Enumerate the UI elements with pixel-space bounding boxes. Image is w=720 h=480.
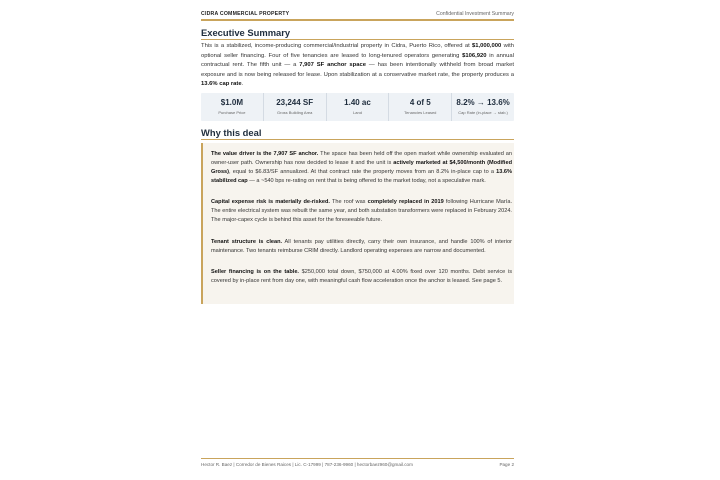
metric-label: Purchase Price: [218, 110, 246, 115]
metric-land: [326, 93, 389, 121]
key-metrics-bar: [201, 93, 514, 121]
metric-value: 23,244 SF: [276, 98, 314, 107]
page-number: Page 2: [499, 462, 514, 467]
document-page: [201, 0, 514, 480]
why-this-deal-rule: [201, 139, 514, 140]
point-anchor-value-driver: The value driver is the 7,907 SF anchor. The space has been held off the open market while ownership evaluated an owner-user path. Ownership has now decided to lease it and the unit is actively marketed at $4,500/month (Modified Gross), equal to $6.83/SF annualized. At that contract rate the property moves from an 8.2% in-place cap to a 13.6% stabilized cap — a ~540 bps re-rating on rent that is being offered to the market today, not a speculative mark.: [211, 151, 512, 184]
metric-value: 4 of 5: [409, 98, 431, 107]
footer-contact: Hector R. Baez | Corredor de Bienes Raices | Lic. C-17999 | 787-236-9960 | hectorbaez960@gmail.com: [201, 462, 413, 467]
metric-purchase-price: [201, 93, 263, 121]
metric-label: Cap Rate (in-place → stab.): [458, 110, 508, 115]
header-title: CIDRA COMMERCIAL PROPERTY: [201, 11, 290, 17]
metric-value: $1.0M: [220, 98, 244, 107]
metric-tenancies-leased: [388, 93, 451, 121]
executive-summary-rule: [201, 39, 514, 40]
point-seller-financing: Seller financing is on the table. $250,000 total down, $750,000 at 4.00% fixed over 120 months. Debt service is covered by in-place rent from day one, with meaningful cash flow acceleration once the anchor is leased. See page 5.: [211, 269, 512, 284]
metric-cap-rate: [451, 93, 514, 121]
point-tenant-structure: Tenant structure is clean. All tenants pay utilities directly, carry their own insurance, and handle 100% of interior maintenance. Two tenants reimburse CRIM directly. Landlord operating expenses are narrow and documented.: [211, 239, 512, 254]
point-capex-risk: Capital expense risk is materially de-risked. The roof was completely replaced in 2019 following Hurricane María. The entire electrical system was rebuilt the same year, and both substation transformers were replaced in February 2024. The major-capex cycle is behind this asset for the foreseeable future.: [211, 199, 512, 223]
header-rule: [201, 19, 514, 21]
metric-label: Tenancies Leased: [404, 110, 437, 115]
metric-value: 1.40 ac: [344, 98, 371, 107]
footer-rule: [201, 458, 514, 459]
why-this-deal-heading: Why this deal: [201, 127, 262, 138]
why-this-deal-callout: [201, 143, 514, 304]
metric-label: Gross Building Area: [277, 110, 313, 115]
executive-summary-paragraph: This is a stabilized, income-producing commercial/industrial property in Cidra, Puerto Rico, offered at $1,000,000 with optional seller financing. Four of five tenancies are leased to long-tenured operators generating $106,920 in annual contractual rent. The fifth unit — a 7,907 SF anchor space — has been intentionally withheld from broad market exposure and is now being released for lease. Upon stabilization at a conservative market rate, the property produces a 13.6% cap rate.: [201, 43, 514, 87]
executive-summary-heading: Executive Summary: [201, 27, 291, 38]
header-subtitle: Confidential Investment Summary: [436, 11, 514, 17]
metric-gross-building-area: [263, 93, 326, 121]
metric-label: Land: [353, 110, 362, 115]
metric-value: 8.2% → 13.6%: [456, 98, 510, 107]
